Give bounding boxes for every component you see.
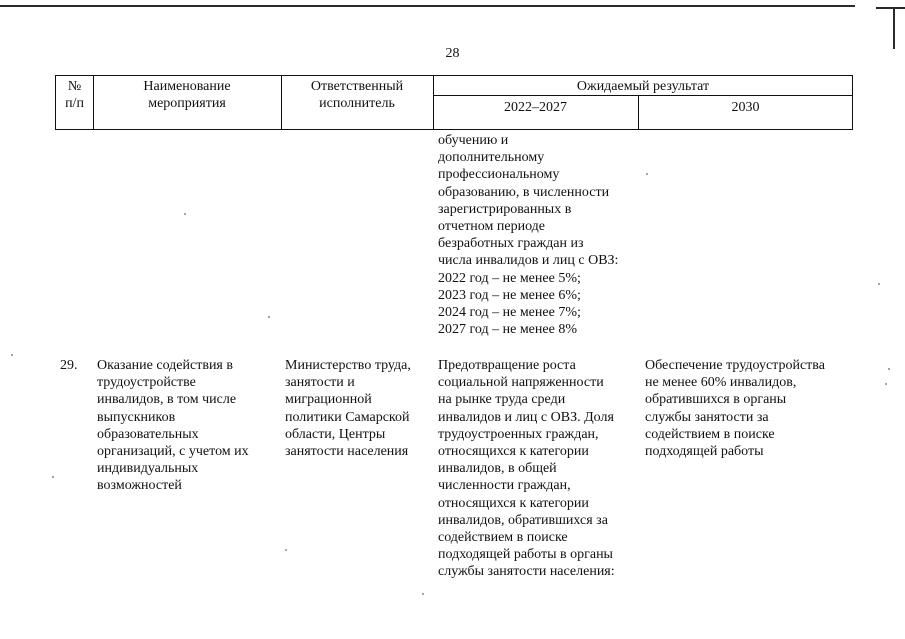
col-responsible-header: Ответственный исполнитель: [310, 79, 404, 111]
text-line: службы занятости за: [645, 409, 769, 425]
col-name-header: Наименование мероприятия: [143, 79, 231, 111]
text-line: содействием в поиске: [438, 530, 568, 546]
col-period-1-header: 2022–2027: [504, 100, 567, 115]
text-line: Оказание содействия в: [97, 358, 233, 373]
text-line: области, Центры: [285, 426, 386, 442]
col-number-header: № п/п: [65, 79, 84, 111]
text-line: Предотвращение роста: [438, 358, 576, 373]
text-line: профессиональному: [438, 167, 560, 183]
text-line: 2027 год – не менее 8%: [438, 322, 577, 338]
text-line: числа инвалидов и лиц с ОВЗ:: [438, 253, 619, 269]
scan-speck: [878, 283, 880, 285]
scan-speck: [285, 549, 287, 551]
text-line: социальной напряженности: [438, 375, 604, 391]
col-expected-header: Ожидаемый результат: [576, 79, 710, 94]
text-line: на рынке труда среди: [438, 392, 566, 408]
text-line: выпускников: [97, 409, 176, 425]
text-line: организаций, с учетом их: [97, 444, 249, 460]
text-line: 2022 год – не менее 5%;: [438, 270, 581, 286]
text-line: обучению и: [438, 133, 509, 148]
scan-speck: [268, 316, 270, 318]
scan-speck: [646, 173, 648, 175]
scan-speck: [11, 354, 13, 356]
text-line: 2024 год – не менее 7%;: [438, 305, 581, 321]
text-line: численности граждан,: [438, 478, 571, 494]
text-line: миграционной: [285, 392, 372, 408]
table-header: [55, 75, 853, 130]
text-line: возможностей: [97, 478, 182, 494]
scan-border-corner: [876, 7, 905, 9]
text-line: службы занятости населения:: [438, 564, 615, 580]
text-line: инвалидов, обратившихся за: [438, 512, 608, 528]
text-line: подходящей работы: [645, 444, 764, 460]
row-29-responsible: [285, 357, 430, 460]
continuation-result-2022-2027: [438, 132, 653, 338]
text-line: занятости населения: [285, 444, 409, 460]
text-line: обратившихся в органы: [645, 392, 787, 408]
text-line: трудоустроенных граждан,: [438, 426, 599, 442]
text-line: индивидуальных: [97, 461, 199, 477]
row-29-result-2022-2027: [438, 357, 643, 581]
col-period-2-header: 2030: [731, 100, 760, 115]
text-line: не менее 60% инвалидов,: [645, 375, 797, 391]
text-line: 2023 год – не менее 6%;: [438, 287, 581, 303]
scan-speck: [52, 476, 54, 478]
scan-speck: [184, 213, 186, 215]
text-line: относящихся к категории: [438, 495, 589, 511]
text-line: инвалидов, в том числе: [97, 392, 237, 408]
text-line: занятости и: [285, 375, 355, 391]
text-line: безработных граждан из: [438, 236, 584, 252]
text-line: подходящей работы в органы: [438, 547, 613, 563]
text-line: Обеспечение трудоустройства: [645, 358, 825, 373]
scan-speck: [888, 368, 890, 370]
scan-border-right: [893, 9, 895, 49]
row-29-name: [97, 357, 277, 495]
text-line: образовательных: [97, 426, 199, 442]
text-line: инвалидов, в общей: [438, 461, 557, 477]
text-line: инвалидов и лиц с ОВЗ. Доля: [438, 409, 614, 425]
text-line: трудоустройстве: [97, 375, 196, 391]
text-line: политики Самарской: [285, 409, 410, 425]
header-divider: [433, 95, 852, 96]
text-line: содействием в поиске: [645, 426, 775, 442]
text-line: отчетном периоде: [438, 219, 546, 235]
text-line: зарегистрированных в: [438, 201, 572, 217]
text-line: образованию, в численности: [438, 184, 610, 200]
scan-border-top: [0, 5, 855, 7]
row-29-result-2030: [645, 357, 855, 460]
page-number: 28: [445, 46, 460, 61]
text-line: дополнительному: [438, 150, 545, 166]
row-29-number: 29.: [60, 358, 78, 373]
scan-speck: [885, 383, 887, 385]
text-line: Министерство труда,: [285, 358, 411, 373]
scan-speck: [422, 593, 424, 595]
text-line: относящихся к категории: [438, 444, 589, 460]
